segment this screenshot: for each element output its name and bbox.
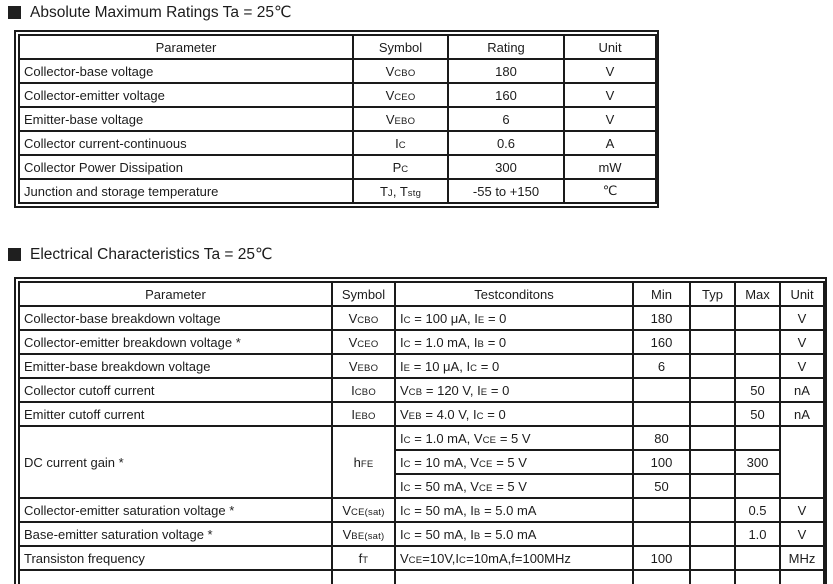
max-cell: 50 (735, 402, 780, 426)
unit-cell: V (564, 83, 656, 107)
column-header-symbol: Symbol (332, 282, 395, 306)
min-cell (633, 378, 690, 402)
symbol-cell: VCBO (353, 59, 448, 83)
min-cell: 100 (633, 546, 690, 570)
table-row (19, 306, 824, 330)
table-row (19, 402, 824, 426)
min-cell (633, 570, 690, 584)
symbol-cell: VEBO (332, 354, 395, 378)
section-title-electrical-characteristics (8, 246, 272, 263)
typ-cell (690, 450, 735, 474)
max-cell: 0.5 (735, 498, 780, 522)
table-row (19, 179, 656, 203)
column-header-unit: Unit (780, 282, 824, 306)
param-cell (19, 570, 332, 584)
min-cell (633, 522, 690, 546)
min-cell: 180 (633, 306, 690, 330)
table-header-row (19, 282, 824, 306)
param-cell: Collector Power Dissipation (19, 155, 353, 179)
table-row (19, 83, 656, 107)
max-cell: 300 (735, 450, 780, 474)
symbol-cell: TJ, Tstg (353, 179, 448, 203)
typ-cell (690, 354, 735, 378)
unit-cell: nA (780, 378, 824, 402)
min-cell: 50 (633, 474, 690, 498)
table-header-row (19, 35, 656, 59)
rating-cell: 180 (448, 59, 564, 83)
unit-cell: MHz (780, 546, 824, 570)
unit-cell: ℃ (564, 179, 656, 203)
cond-cell: IC = 100 μA, IE = 0 (395, 306, 633, 330)
cond-cell: IE = 10 μA, IC = 0 (395, 354, 633, 378)
cond-cell (395, 570, 633, 584)
typ-cell (690, 570, 735, 584)
section-title-absolute-maximum-ratings (8, 4, 291, 21)
cond-cell: IC = 50 mA, VCE = 5 V (395, 474, 633, 498)
param-cell: Emitter-base breakdown voltage (19, 354, 332, 378)
cond-cell: IC = 1.0 mA, IB = 0 (395, 330, 633, 354)
table-row (19, 522, 824, 546)
symbol-cell: IEBO (332, 402, 395, 426)
typ-cell (690, 546, 735, 570)
column-header-max: Max (735, 282, 780, 306)
cond-cell: VCE=10V,IC=10mA,f=100MHz (395, 546, 633, 570)
table-row (19, 378, 824, 402)
typ-cell (690, 402, 735, 426)
max-cell: 50 (735, 378, 780, 402)
param-cell: Collector-emitter saturation voltage * (19, 498, 332, 522)
symbol-cell: ICBO (332, 378, 395, 402)
unit-cell: V (780, 498, 824, 522)
column-header-parameter: Parameter (19, 282, 332, 306)
max-cell (735, 306, 780, 330)
section-bullet-icon (8, 248, 21, 261)
section-bullet-icon (8, 6, 21, 19)
max-cell (735, 426, 780, 450)
symbol-cell: PC (353, 155, 448, 179)
symbol-cell: VBE(sat) (332, 522, 395, 546)
cond-cell: IC = 1.0 mA, VCE = 5 V (395, 426, 633, 450)
min-cell: 6 (633, 354, 690, 378)
param-cell: DC current gain * (19, 426, 332, 498)
param-cell: Emitter-base voltage (19, 107, 353, 131)
column-header-symbol: Symbol (353, 35, 448, 59)
typ-cell (690, 330, 735, 354)
max-cell (735, 570, 780, 584)
max-cell (735, 474, 780, 498)
max-cell: 1.0 (735, 522, 780, 546)
table-row (19, 498, 824, 522)
section-title-text: Electrical Characteristics Ta = 25℃ (30, 246, 273, 263)
column-header-typ: Typ (690, 282, 735, 306)
symbol-cell: fT (332, 546, 395, 570)
param-cell: Emitter cutoff current (19, 402, 332, 426)
typ-cell (690, 378, 735, 402)
param-cell: Collector cutoff current (19, 378, 332, 402)
table-row (19, 330, 824, 354)
table-row (19, 426, 824, 450)
unit-cell: mW (564, 155, 656, 179)
typ-cell (690, 498, 735, 522)
min-cell (633, 498, 690, 522)
symbol-cell: VCEO (353, 83, 448, 107)
param-cell: Collector-emitter voltage (19, 83, 353, 107)
table-row (19, 546, 824, 570)
column-header-min: Min (633, 282, 690, 306)
max-cell (735, 354, 780, 378)
section-title-text: Absolute Maximum Ratings Ta = 25℃ (30, 4, 292, 21)
param-cell: Collector-base voltage (19, 59, 353, 83)
param-cell: Collector-base breakdown voltage (19, 306, 332, 330)
max-cell (735, 546, 780, 570)
table-row (19, 131, 656, 155)
rating-cell: -55 to +150 (448, 179, 564, 203)
symbol-cell: hFE (332, 426, 395, 498)
table-row (19, 107, 656, 131)
column-header-testconditions: Testconditons (395, 282, 633, 306)
rating-cell: 6 (448, 107, 564, 131)
unit-cell: A (564, 131, 656, 155)
min-cell: 160 (633, 330, 690, 354)
typ-cell (690, 426, 735, 450)
symbol-cell: VCE(sat) (332, 498, 395, 522)
min-cell: 80 (633, 426, 690, 450)
symbol-cell (332, 570, 395, 584)
typ-cell (690, 522, 735, 546)
cond-cell: IC = 50 mA, IB = 5.0 mA (395, 522, 633, 546)
table-row (19, 155, 656, 179)
column-header-unit: Unit (564, 35, 656, 59)
typ-cell (690, 306, 735, 330)
table-row (19, 59, 656, 83)
cond-cell: IC = 10 mA, VCE = 5 V (395, 450, 633, 474)
cond-cell: VEB = 4.0 V, IC = 0 (395, 402, 633, 426)
rating-cell: 300 (448, 155, 564, 179)
cond-cell: IC = 50 mA, IB = 5.0 mA (395, 498, 633, 522)
unit-cell (780, 426, 824, 498)
unit-cell: V (780, 522, 824, 546)
table-row (19, 354, 824, 378)
column-header-rating: Rating (448, 35, 564, 59)
unit-cell: V (780, 354, 824, 378)
unit-cell: nA (780, 402, 824, 426)
param-cell: Collector-emitter breakdown voltage * (19, 330, 332, 354)
symbol-cell: VCBO (332, 306, 395, 330)
typ-cell (690, 474, 735, 498)
cond-cell: VCB = 120 V, IE = 0 (395, 378, 633, 402)
unit-cell: V (780, 330, 824, 354)
min-cell (633, 402, 690, 426)
unit-cell: V (780, 306, 824, 330)
min-cell: 100 (633, 450, 690, 474)
symbol-cell: VEBO (353, 107, 448, 131)
unit-cell: V (564, 107, 656, 131)
symbol-cell: VCEO (332, 330, 395, 354)
param-cell: Junction and storage temperature (19, 179, 353, 203)
param-cell: Base-emitter saturation voltage * (19, 522, 332, 546)
absolute-maximum-ratings-table (14, 30, 659, 208)
table-row-cut-off (19, 570, 824, 584)
unit-cell: V (564, 59, 656, 83)
electrical-characteristics-table (14, 277, 827, 584)
column-header-parameter: Parameter (19, 35, 353, 59)
rating-cell: 160 (448, 83, 564, 107)
unit-cell (780, 570, 824, 584)
rating-cell: 0.6 (448, 131, 564, 155)
param-cell: Transiston frequency (19, 546, 332, 570)
param-cell: Collector current-continuous (19, 131, 353, 155)
max-cell (735, 330, 780, 354)
symbol-cell: IC (353, 131, 448, 155)
